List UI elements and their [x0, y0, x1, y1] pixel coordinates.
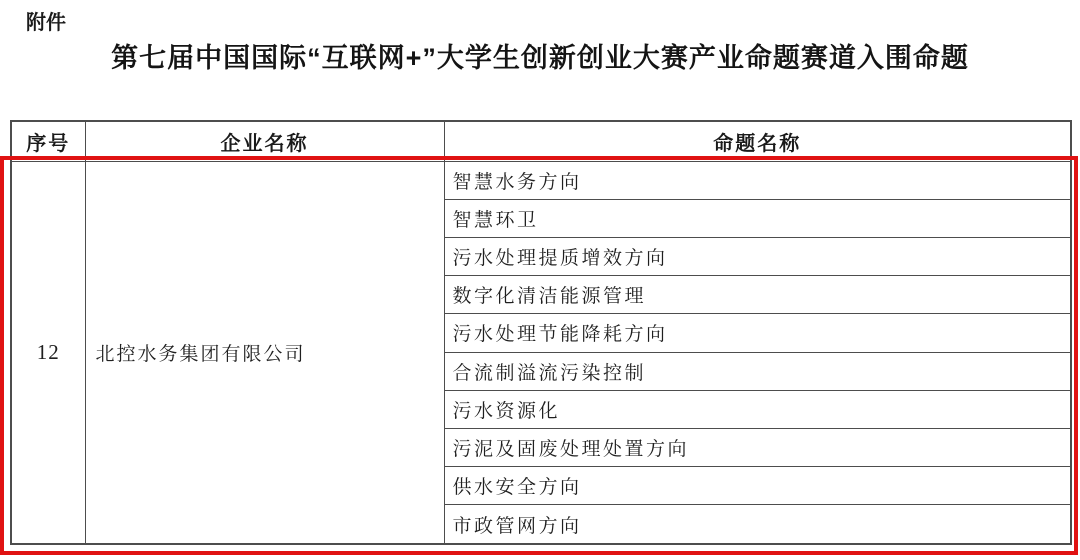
proposition-cell: 数字化清洁能源管理 — [444, 276, 1071, 314]
proposition-cell: 污水处理节能降耗方向 — [444, 314, 1071, 352]
header-company-name: 企业名称 — [85, 121, 444, 161]
proposition-table — [10, 120, 1072, 545]
proposition-cell: 污水资源化 — [444, 390, 1071, 428]
proposition-cell: 智慧水务方向 — [444, 161, 1071, 199]
table-header-row — [11, 121, 1071, 161]
proposition-cell: 污泥及固废处理处置方向 — [444, 429, 1071, 467]
attachment-label: 附件 — [26, 12, 66, 34]
page-title: 第七届中国国际“互联网+”大学生创新创业大赛产业命题赛道入围命题 — [111, 43, 969, 73]
proposition-cell: 供水安全方向 — [444, 467, 1071, 505]
serial-number-cell: 12 — [11, 161, 85, 544]
header-proposition-name: 命题名称 — [444, 121, 1071, 161]
header-serial-number: 序号 — [11, 121, 85, 161]
proposition-cell: 合流制溢流污染控制 — [444, 352, 1071, 390]
proposition-cell: 市政管网方向 — [444, 505, 1071, 544]
proposition-cell: 污水处理提质增效方向 — [444, 237, 1071, 275]
proposition-row — [11, 161, 1071, 199]
proposition-cell: 智慧环卫 — [444, 199, 1071, 237]
company-name-cell: 北控水务集团有限公司 — [85, 161, 444, 544]
